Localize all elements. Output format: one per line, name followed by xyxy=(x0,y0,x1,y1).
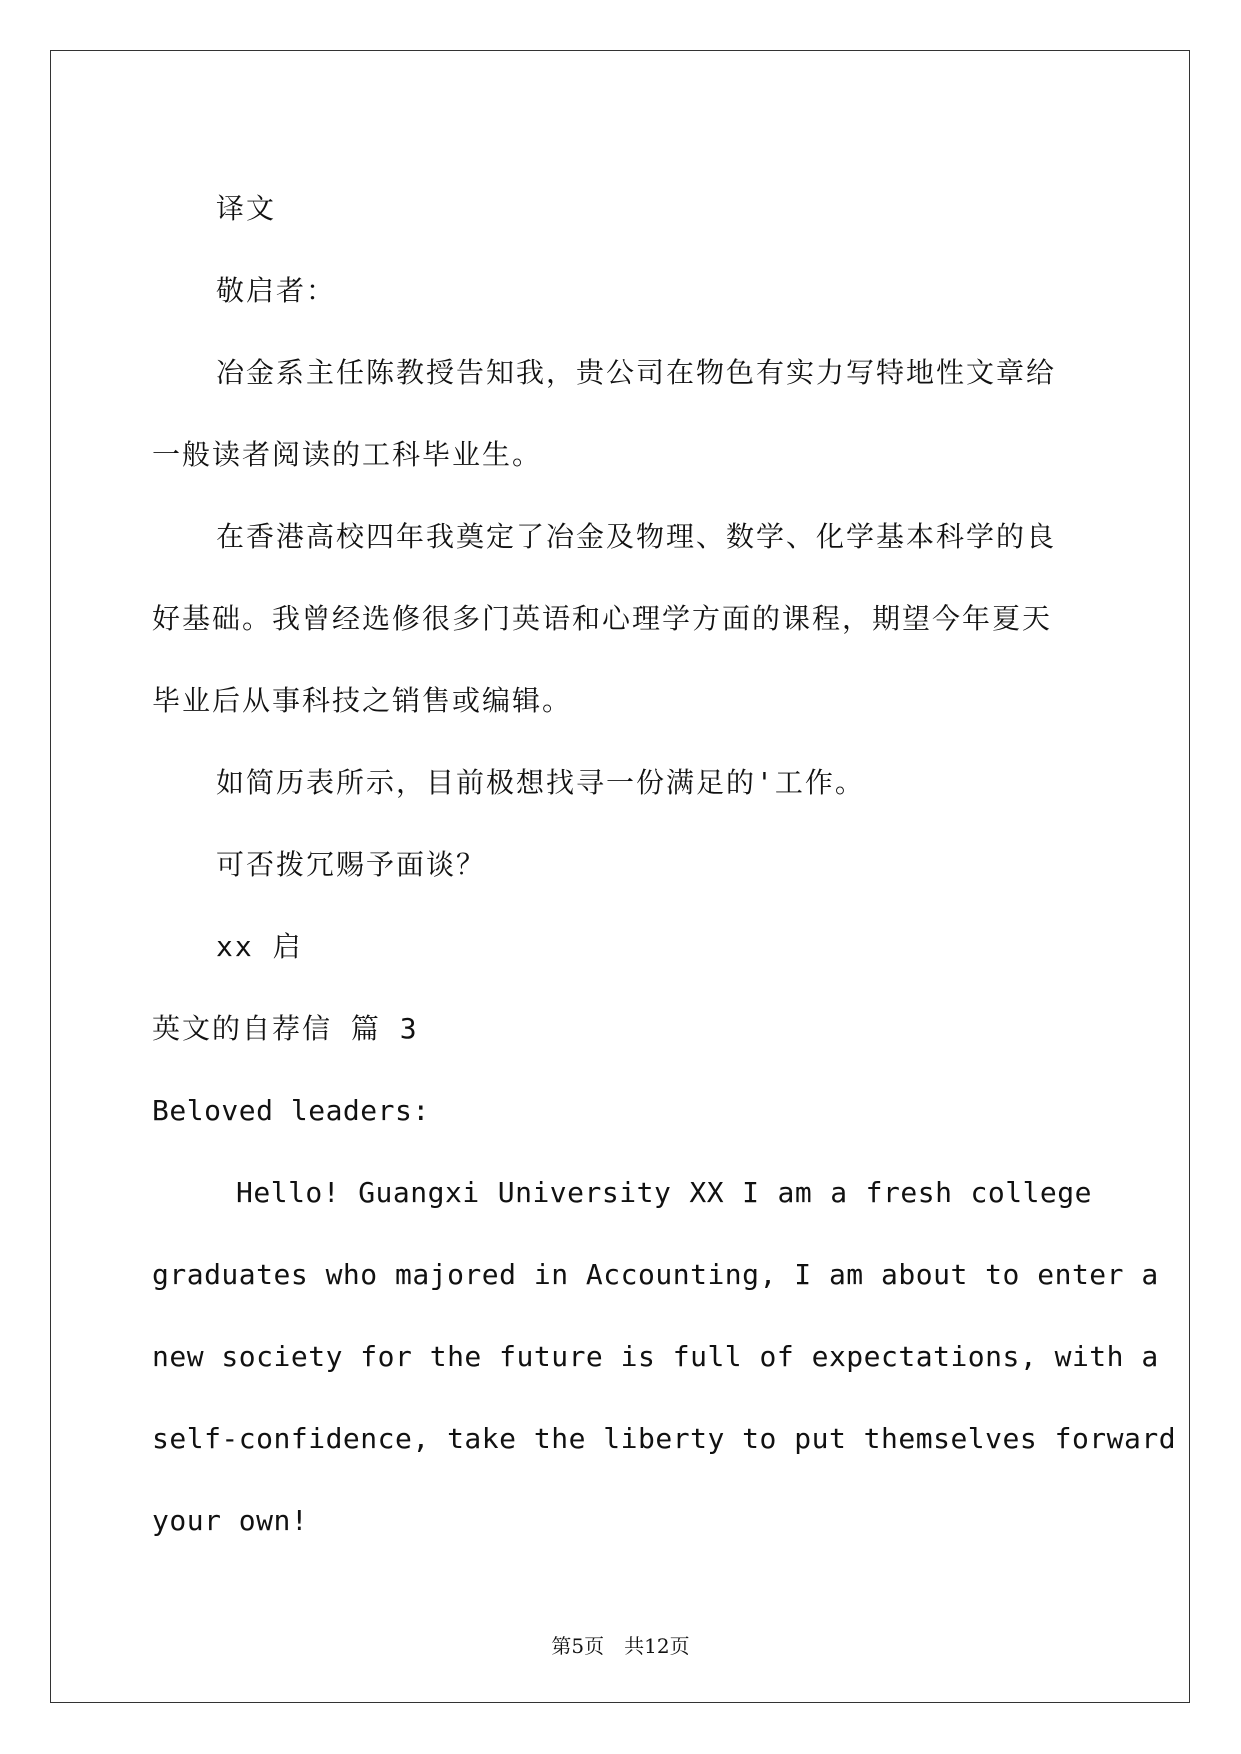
english-line: new society for the future is full of expectations, with a xyxy=(152,1340,1159,1373)
english-greeting: Beloved leaders: xyxy=(152,1094,430,1127)
paragraph-line: 毕业后从事科技之销售或编辑。 xyxy=(152,684,573,717)
english-line: your own! xyxy=(152,1504,309,1537)
paragraph-line: 冶金系主任陈教授告知我，贵公司在物色有实力写特地性文章给 xyxy=(216,356,1057,389)
english-line: graduates who majored in Accounting, I am about to enter a xyxy=(152,1258,1159,1291)
page-number-footer: 第5页 共12页 xyxy=(551,1634,690,1658)
paragraph-line: 如简历表所示，目前极想找寻一份满足的'工作。 xyxy=(216,766,865,799)
translation-label: 译文 xyxy=(216,192,277,225)
paragraph-line: 可否拨冗赐予面谈？ xyxy=(216,848,487,881)
paragraph-line: 一般读者阅读的工科毕业生。 xyxy=(152,438,543,471)
paragraph-line: 在香港高校四年我奠定了冶金及物理、数学、化学基本科学的良 xyxy=(216,520,1057,553)
english-line: Hello! Guangxi University XX I am a fresh college xyxy=(236,1176,1092,1209)
section-heading: 英文的自荐信 篇 3 xyxy=(152,1012,419,1045)
salutation: 敬启者： xyxy=(216,274,337,307)
document-body xyxy=(152,168,1177,1562)
paragraph-line: 好基础。我曾经选修很多门英语和心理学方面的课程，期望今年夏天 xyxy=(152,602,1053,635)
english-paragraph xyxy=(152,1152,1177,1562)
signature-line: xx 启 xyxy=(216,930,303,963)
english-line: self-confidence, take the liberty to put themselves forward xyxy=(152,1422,1177,1455)
